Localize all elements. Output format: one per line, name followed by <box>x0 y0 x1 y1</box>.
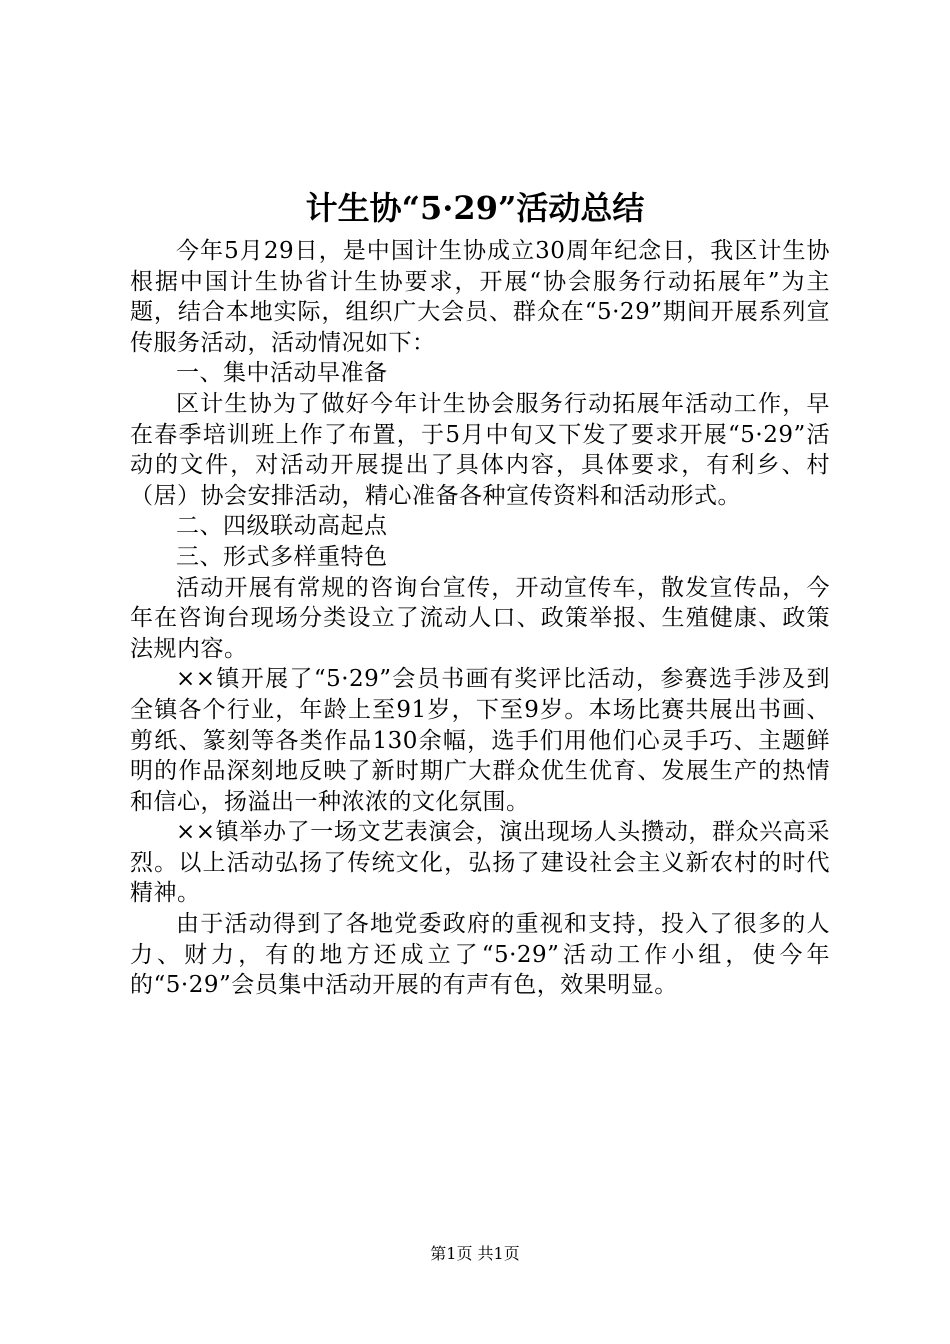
document-body <box>130 236 830 1001</box>
paragraph-intro: 今年5月29日，是中国计生协成立30周年纪念日，我区计生协根据中国计生协省计生协要求，开展“协会服务行动拓展年”为主题，结合本地实际，组织广大会员、群众在“5·29”期间开展系列宣传服务活动，活动情况如下： <box>130 238 830 356</box>
paragraph-section-1: 区计生协为了做好今年计生协会服务行动拓展年活动工作，早在春季培训班上作了布置，于5月中旬又下发了要求开展“5·29”活动的文件，对活动开展提出了具体内容，具体要求，有利乡、村（居）协会安排活动，精心准备各种宣传资料和活动形式。 <box>130 390 830 509</box>
paragraph-conclusion: 由于活动得到了各地党委政府的重视和支持，投入了很多的人力、财力，有的地方还成立了“5·29”活动工作小组，使今年的“5·29”会员集中活动开展的有声有色，效果明显。 <box>130 911 830 999</box>
section-heading-2: 二、四级联动高起点 <box>176 513 388 540</box>
document-title: 计生协“5·29”活动总结 <box>305 189 645 227</box>
page-footer: 第1页 共1页 <box>430 1244 520 1263</box>
paragraph-section-3-c: ××镇举办了一场文艺表演会，演出现场人头攒动，群众兴高采烈。以上活动弘扬了传统文化，弘扬了建设社会主义新农村的时代精神。 <box>130 819 830 907</box>
paragraph-section-3-b: ××镇开展了“5·29”会员书画有奖评比活动，参赛选手涉及到全镇各个行业，年龄上至91岁，下至9岁。本场比赛共展出书画、剪纸、篆刻等各类作品130余幅，选手们用他们心灵手巧、主题鲜明的作品深刻地反映了新时期广大群众优生优育、发展生产的热情和信心，扬溢出一种浓浓的文化氛围。 <box>130 666 830 815</box>
paragraph-section-3-a: 活动开展有常规的咨询台宣传，开动宣传车，散发宣传品，今年在咨询台现场分类设立了流动人口、政策举报、生殖健康、政策法规内容。 <box>130 574 830 662</box>
section-heading-3: 三、形式多样重特色 <box>176 543 388 570</box>
section-heading-1: 一、集中活动早准备 <box>176 360 388 387</box>
